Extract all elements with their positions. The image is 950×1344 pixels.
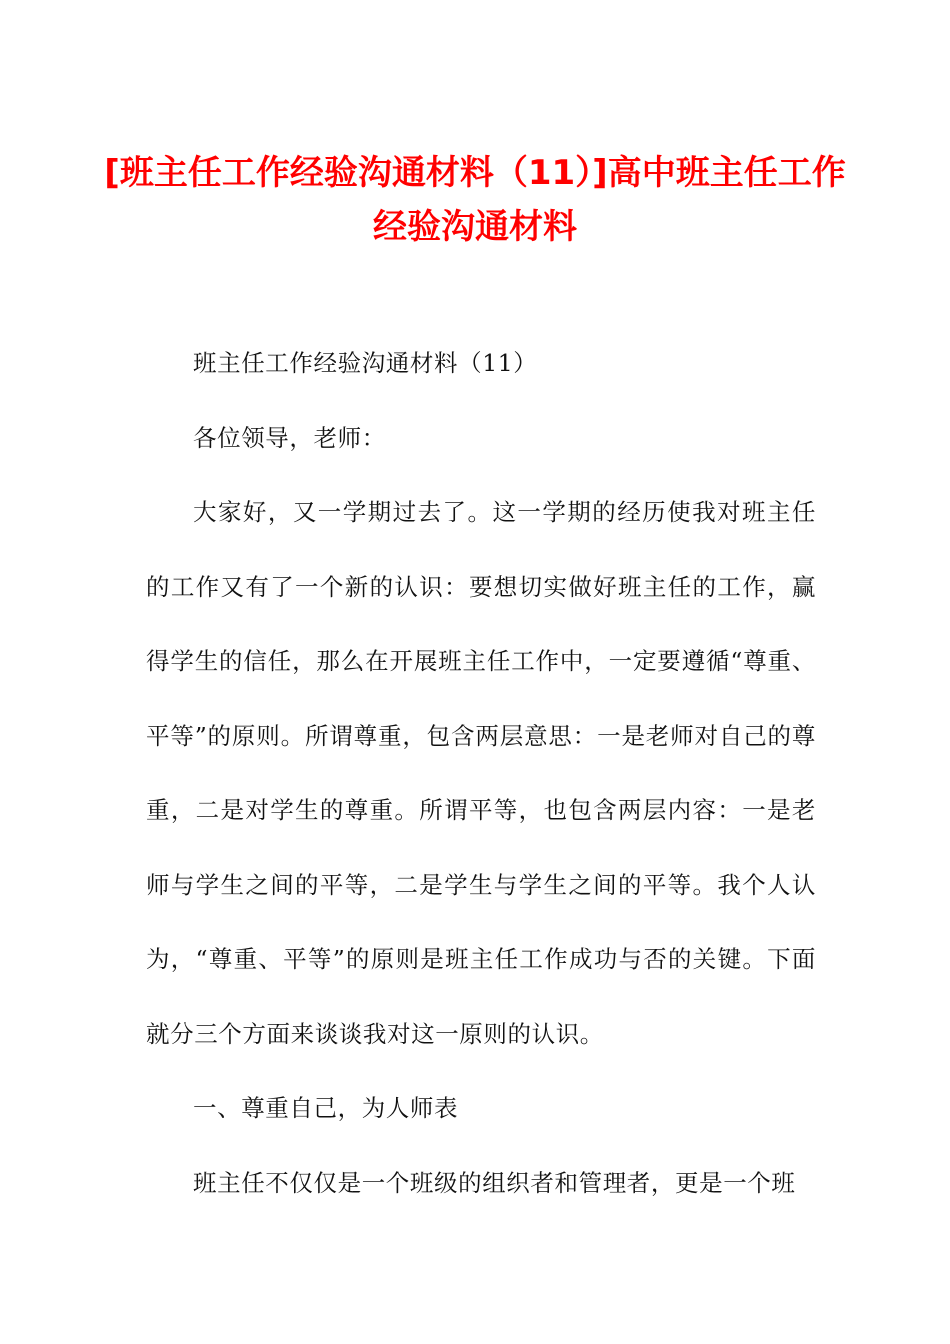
- paragraph-heading: 班主任工作经验沟通材料（11）: [193, 349, 538, 377]
- paragraph-salutation: 各位领导，老师：: [193, 423, 386, 452]
- paragraph-intro: 大家好，又一学期过去了。这一学期的经历使我对班主任的工作又有了一个新的认识：要想切实做好班主任的工作，赢得学生的信任，那么在开展班主任工作中，一定要遵循“尊重、平等”的原则。所谓尊重，包含两层意思：一是老师对自己的尊重，二是对学生的尊重。所谓平等，也包含两层内容：一是老师与学生之间的平等，二是学生与学生之间的平等。我个人认为，“尊重、平等”的原则是班主任工作成功与否的关键。下面就分三个方面来谈谈我对这一原则的认识。: [146, 498, 816, 1048]
- paragraph-section-heading: 一、尊重自己，为人师表: [193, 1094, 459, 1122]
- document-body: [146, 326, 816, 1220]
- document-title: [班主任工作经验沟通材料（11）]高中班主任工作经验沟通材料: [104, 153, 846, 247]
- paragraph-section-body: 班主任不仅仅是一个班级的组织者和管理者，更是一个班: [193, 1168, 796, 1197]
